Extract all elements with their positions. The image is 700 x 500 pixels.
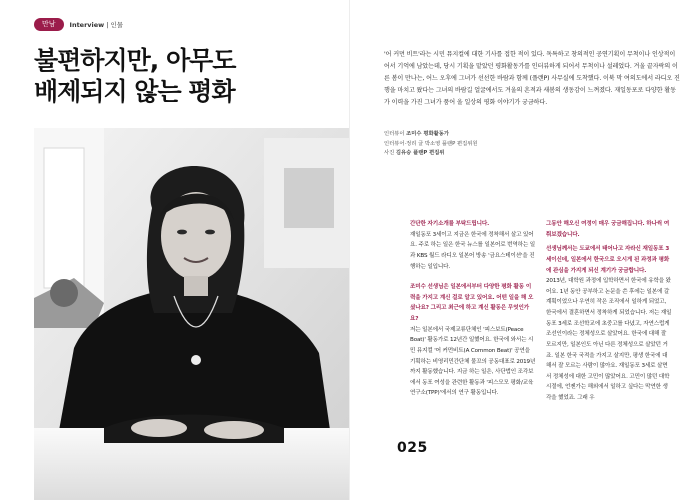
credit-photo-label: 사진 (384, 150, 395, 157)
question-4: 선생님께서는 도쿄에서 태어나고 자라신 재일동포 3세이신데, 일본에서 한국으로 오시게 된 과정과 평화에 관심을 가지게 되신 계기가 궁금합니다. (546, 246, 670, 274)
question-3: 그동안 해오신 여정이 매우 궁금해집니다. 하나씩 여쭤보겠습니다. (546, 221, 670, 238)
portrait-illustration (34, 128, 350, 500)
section-label-main: Interview (69, 21, 105, 30)
section-label: Interview | 인물 (69, 21, 124, 30)
question-1: 간단한 자기소개를 부탁드립니다. (410, 221, 490, 227)
page-number: 025 (397, 440, 428, 456)
answer-4: 2013년, 대학원 과정에 입학하면서 한국에 유학을 왔어요. 1년 동안 공부하고 논문을 쓴 후에는 일본에 갈 계획이었으나 우연히 작은 조직에서 일하게 되었고, 한국에서 결혼하면서 정착하게 되었습니다. 저는 재일동포 3세로 조선학교에 초중고를 다녔고, 자연스럽게 조선인이라는 정체성으로 살았어요. 한국에 대해 잘 모르지만, 일본인도 아닌 다른 정체성으로 살았던 거죠. 일본 한국 국적을 가지고 살지만, 평생 한국에 대해서 잘 모르는 사람이 많아요. 재일동포 3세로 살면서 정체성에 대한 고민이 많았어요. 고민이 많던 대학 시절에, 언젠가는 해외에서 일하고 싶다는 막연한 생각을 했었죠. 그래 우 (546, 278, 672, 401)
title-line-1: 불편하지만, 아무도 (34, 46, 236, 75)
section-pill: 만남 (34, 18, 64, 31)
text-column-2 (546, 219, 672, 414)
credit-interviewee-value: 조미수 평화활동가 (406, 131, 449, 137)
intro-paragraph (384, 49, 680, 108)
answer-1: 재일동포 3세이고 지금은 한국에 정착해서 살고 있어요. 주로 하는 일은 한국 뉴스를 일본어로 번역하는 일과 KBS 월드 라디오 일본어 방송 '금요스테이션'을 진행하는 일입니다. (410, 231, 535, 270)
credit-interviewee-label: 인터뷰이 (384, 131, 405, 137)
section-label-sub: 인물 (110, 21, 124, 30)
credit-interviewer: 인터뷰어·정리 글 박소영 플랜P 편집위원 (384, 140, 478, 147)
credits-block (384, 130, 477, 159)
credit-interviewee (384, 130, 477, 140)
article-title (34, 46, 235, 107)
interviewee-photo (34, 128, 350, 500)
text-column-1 (410, 219, 536, 409)
section-tag (34, 18, 123, 31)
credit-photo (384, 149, 477, 159)
title-line-2: 배제되지 않는 평화 (34, 76, 235, 106)
question-2: 조미수 선생님은 일본에서부터 다양한 평화 활동 이력을 가지고 계신 걸로 알고 있어요. 어떤 일을 해 오셨나요? 그리고 최근에 하고 계신 활동은 무엇인가요? (410, 284, 534, 322)
answer-2: 저는 일본에서 국제교류단체인 '피스보트(Peace Boat)' 활동가로 12년간 일했어요. 한국에 와서는 시민 뮤지컬 '어 커먼비트(A Common Beat)' 공연을 기획하는 비영리민간단체 물꼬의 공동대표로 2019년까지 활동했습니다. 지금 하는 일은, 사단법인 조각보에서 동포 여성을 관련한 활동과 '피스모모 평화/교육 연구소(TPP)'에서의 연구 활동입니다. (410, 326, 536, 397)
intro-text: '어 커먼 비트'라는 시민 뮤지컬에 대한 기사를 접한 적이 있다. 독특하고 창의적인 공연기획이 무척이나 인상적이어서 기억에 남았는데, 당시 기획을 맡았던 평화활동가를 인터뷰하게 되어서 무척이나 설레었다. 겨울 끝자락의 이른 봄이 만나는, 어느 오후에 그녀가 선선한 바람과 함께 (플랜P) 사무실에 도착했다. 이북 막 여의도에서 라디오 진행을 마치고 왔다는 그녀의 바람길 얼굴에서도 겨울의 흔적과 새봄의 생동감이 느껴졌다. 재일동포로 다양한 활동가 이력을 가진 그녀가 품어 올 일상의 평화 이야기가 궁금하다. (384, 51, 680, 106)
credit-photo-value: 김유승 플랜P 편집위 (395, 150, 445, 157)
